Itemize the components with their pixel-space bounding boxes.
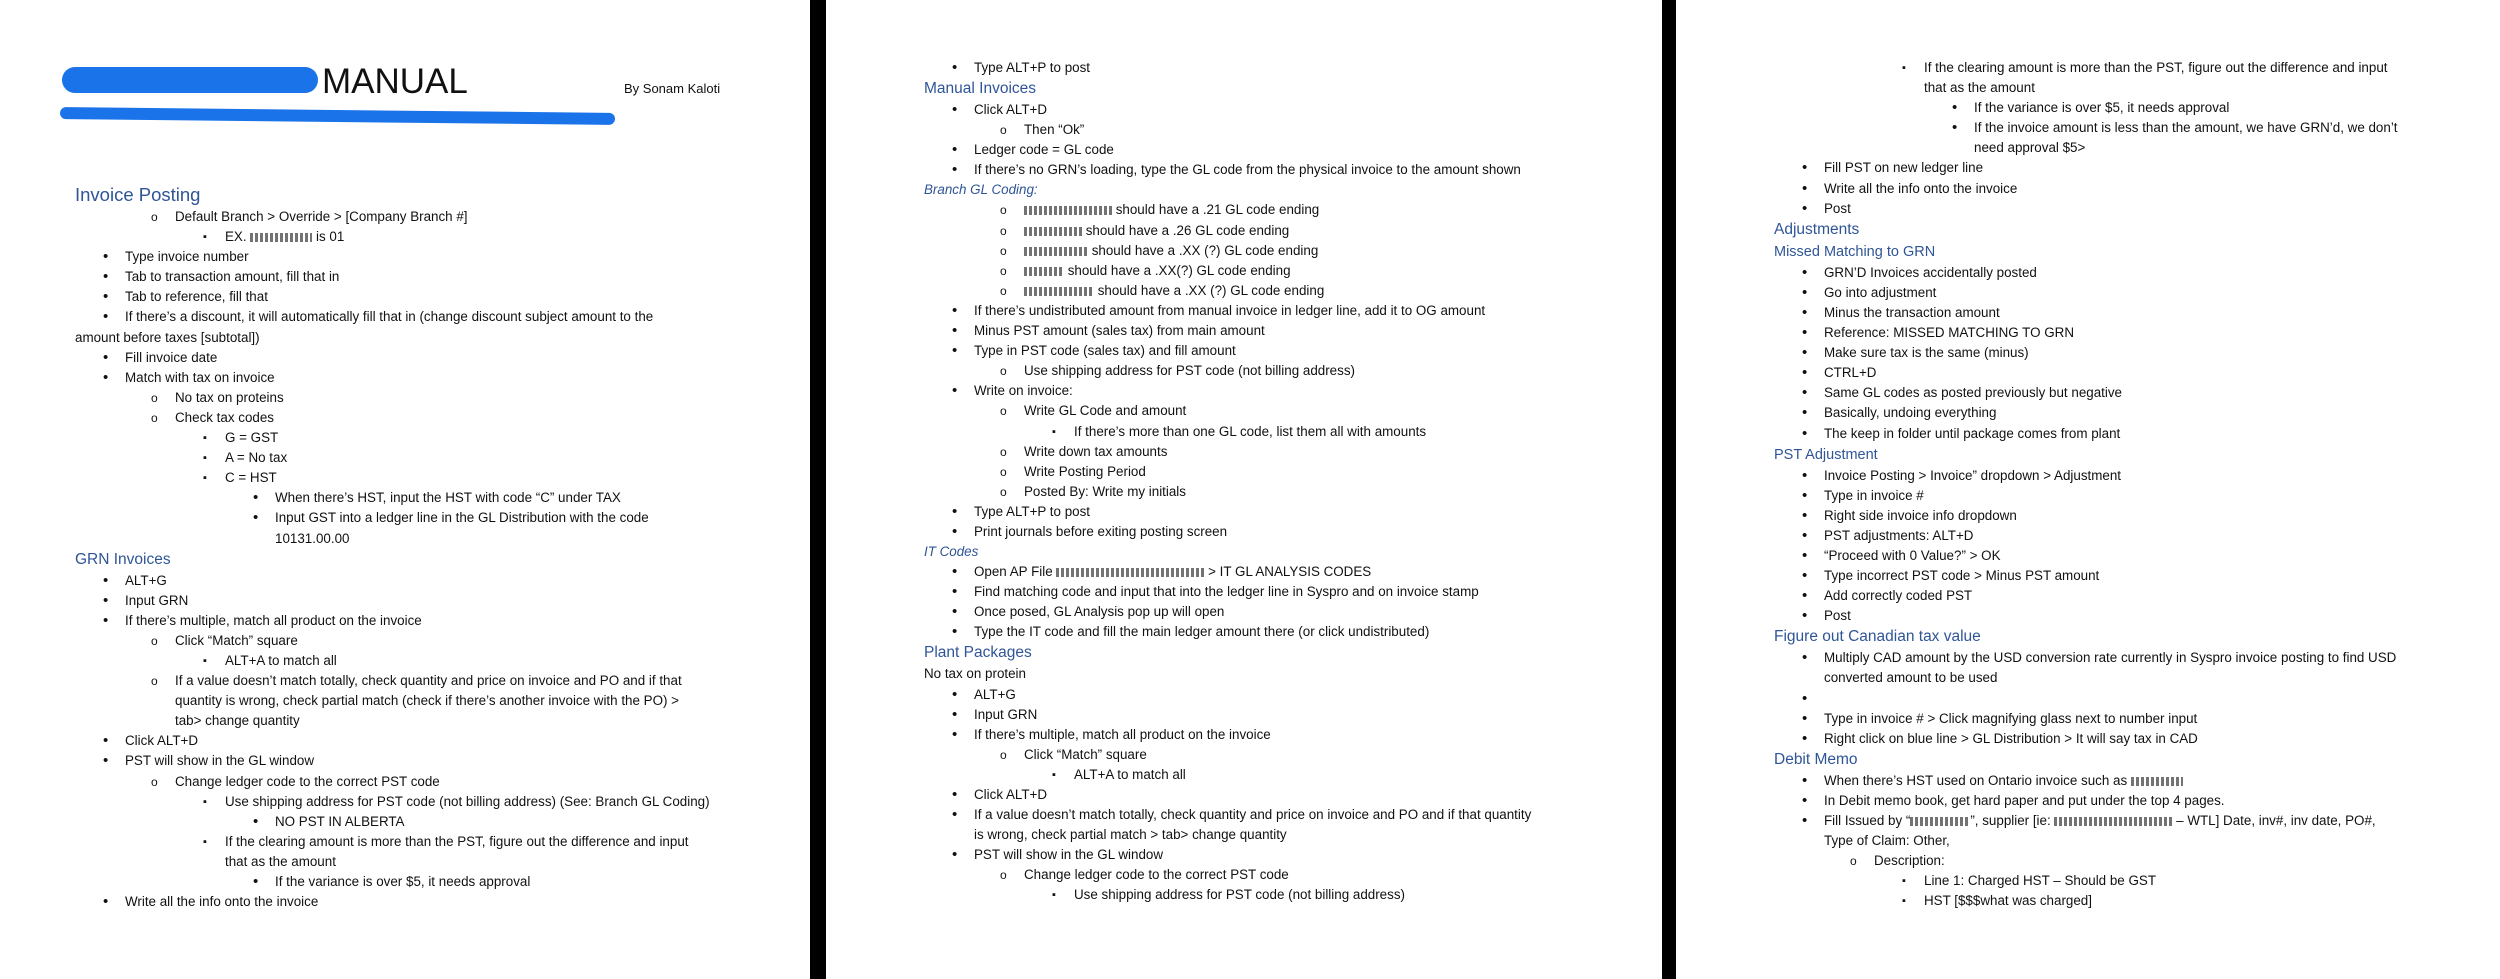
redaction-scribble: [62, 67, 318, 93]
document-title: MANUAL: [322, 62, 468, 101]
page-content: [75, 178, 805, 912]
redacted-text: [2131, 777, 2183, 786]
list-item-continuation: need approval $5>: [1974, 140, 2086, 156]
list-item: • Type ALT+P to post: [924, 58, 1654, 78]
list-item: • If a value doesn’t match totally, check quantity and price on invoice and PO and if that quantity: [924, 805, 1654, 825]
list-item: ▪ ALT+A to match all: [924, 765, 1654, 785]
list-item: • If there’s undistributed amount from manual invoice in ledger line, add it to OG amount: [924, 301, 1654, 321]
section-heading: GRN Invoices: [75, 550, 171, 568]
list-item: • Go into adjustment: [1774, 283, 2494, 303]
list-item: • Basically, undoing everything: [1774, 403, 2494, 423]
list-item: • When there’s HST, input the HST with code “C” under TAX: [75, 488, 805, 508]
list-item: • If there’s multiple, match all product on the invoice: [924, 725, 1654, 745]
list-item-continuation: amount before taxes [subtotal]): [75, 329, 260, 345]
subsection-heading: PST Adjustment: [1774, 446, 1878, 463]
list-item: [1774, 811, 2494, 831]
list-item: • Type invoice number: [75, 247, 805, 267]
list-item: • CTRL+D: [1774, 363, 2494, 383]
list-item: • If there’s multiple, match all product on the invoice: [75, 611, 805, 631]
list-item: ▪ If the clearing amount is more than the PST, figure out the difference and input: [75, 832, 805, 852]
list-item: • Click ALT+D: [75, 731, 805, 751]
list-item: • Type the IT code and fill the main ledger amount there (or click undistributed): [924, 622, 1654, 642]
document-page-1: [0, 0, 810, 979]
list-item: ▪ G = GST: [75, 428, 805, 448]
list-item: • Type ALT+P to post: [924, 502, 1654, 522]
list-item: • Match with tax on invoice: [75, 368, 805, 388]
list-item: • Reference: MISSED MATCHING TO GRN: [1774, 323, 2494, 343]
list-item: • Type incorrect PST code > Minus PST amount: [1774, 566, 2494, 586]
list-item: • Invoice Posting > Invoice” dropdown > Adjustment: [1774, 466, 2494, 486]
redacted-text: [1910, 817, 1970, 826]
list-item: • GRN’D Invoices accidentally posted: [1774, 263, 2494, 283]
list-item: [924, 261, 1654, 281]
list-item: o Click “Match” square: [924, 745, 1654, 765]
list-item: o Write Posting Period: [924, 462, 1654, 482]
section-heading: Manual Invoices: [924, 80, 1037, 98]
list-item: • Add correctly coded PST: [1774, 586, 2494, 606]
list-item: o If a value doesn’t match totally, check quantity and price on invoice and PO and if that: [75, 671, 805, 691]
list-item: ▪ HST [$$$what was charged]: [1774, 891, 2494, 911]
list-item-text: should have a .26 GL code ending: [1082, 222, 1290, 238]
list-item: o No tax on proteins: [75, 388, 805, 408]
section-heading: Adjustments: [1774, 220, 1860, 238]
list-item-continuation: tab> change quantity: [175, 713, 300, 729]
list-item: • Type in invoice # > Click magnifying glass next to number input: [1774, 709, 2494, 729]
subsection-heading: Branch GL Coding:: [924, 182, 1038, 198]
section-heading: Debit Memo: [1774, 750, 1858, 768]
list-item: • Ledger code = GL code: [924, 140, 1654, 160]
list-item-text: Fill Issued by “: [1824, 813, 1911, 828]
page-content: [1774, 58, 2494, 911]
section-heading: Invoice Posting: [75, 184, 201, 205]
redacted-text: [1024, 247, 1088, 256]
list-item: o Change ledger code to the correct PST code: [924, 865, 1654, 885]
list-item: ▪ Use shipping address for PST code (not billing address): [924, 885, 1654, 905]
list-item: ▪ A = No tax: [75, 448, 805, 468]
list-item: o Description:: [1774, 851, 2494, 871]
list-item: o Use shipping address for PST code (not billing address): [924, 361, 1654, 381]
redacted-text: [1024, 206, 1112, 215]
document-page-2: [826, 0, 1662, 979]
list-item: • If the variance is over $5, it needs approval: [1774, 98, 2494, 118]
list-item: • Click ALT+D: [924, 100, 1654, 120]
list-item: • Write on invoice:: [924, 381, 1654, 401]
list-item: • In Debit memo book, get hard paper and put under the top 4 pages.: [1774, 791, 2494, 811]
redacted-text: [250, 233, 312, 242]
list-item: o Change ledger code to the correct PST code: [75, 772, 805, 792]
list-item: • “Proceed with 0 Value?” > OK: [1774, 546, 2494, 566]
list-item-text: should have a .XX (?) GL code ending: [1094, 282, 1325, 298]
list-item: • Input GRN: [75, 591, 805, 611]
list-item: • Type in PST code (sales tax) and fill amount: [924, 341, 1654, 361]
redaction-scribble: [60, 107, 615, 125]
list-item: o Write GL Code and amount: [924, 401, 1654, 421]
paragraph: No tax on protein: [924, 666, 1026, 682]
list-item: ▪ ALT+A to match all: [75, 651, 805, 671]
list-item-text: Open AP File: [974, 564, 1057, 580]
list-item: • NO PST IN ALBERTA: [75, 812, 805, 832]
list-item: • Write all the info onto the invoice: [1774, 179, 2494, 199]
list-item: • PST will show in the GL window: [924, 845, 1654, 865]
list-item: ▪ If the clearing amount is more than the PST, figure out the difference and input: [1774, 58, 2494, 78]
list-item: [1774, 771, 2494, 791]
list-item: [75, 227, 805, 247]
list-item-continuation: is wrong, check partial match > tab> change quantity: [974, 827, 1287, 843]
redacted-text: [1024, 267, 1064, 276]
list-item: • Tab to transaction amount, fill that in: [75, 267, 805, 287]
list-item: • Find matching code and input that into the ledger line in Syspro and on invoice stamp: [924, 582, 1654, 602]
list-item: [924, 281, 1654, 301]
list-item: • If there’s no GRN’s loading, type the GL code from the physical invoice to the amount shown: [924, 160, 1654, 180]
list-item: o Click “Match” square: [75, 631, 805, 651]
redacted-text: [1024, 227, 1082, 236]
list-item: • Make sure tax is the same (minus): [1774, 343, 2494, 363]
list-item: • Post: [1774, 199, 2494, 219]
list-item: • Right side invoice info dropdown: [1774, 506, 2494, 526]
list-item-continuation: that as the amount: [1924, 80, 2035, 96]
redacted-text: [2054, 817, 2172, 826]
list-item: [924, 221, 1654, 241]
list-item-text: ”, supplier [ie:: [1970, 813, 2055, 828]
list-item-continuation: converted amount to be used: [1824, 670, 1998, 686]
list-item: • Tab to reference, fill that: [75, 287, 805, 307]
list-item: [924, 200, 1654, 220]
list-item: • Once posed, GL Analysis pop up will open: [924, 602, 1654, 622]
list-item: • ALT+G: [75, 571, 805, 591]
list-item: • Click ALT+D: [924, 785, 1654, 805]
list-item-text: > IT GL ANALYSIS CODES: [1204, 564, 1372, 580]
list-item: • If the invoice amount is less than the amount, we have GRN’d, we don’t: [1774, 118, 2494, 138]
list-item-text: should have a .21 GL code ending: [1112, 202, 1320, 218]
list-item: • PST will show in the GL window: [75, 751, 805, 771]
list-item-continuation: 10131.00.00: [275, 530, 350, 546]
list-item: o Then “Ok”: [924, 120, 1654, 140]
list-item: • Write all the info onto the invoice: [75, 892, 805, 912]
page-content: [924, 58, 1654, 906]
list-item: [924, 562, 1654, 582]
list-item: • If the variance is over $5, it needs approval: [75, 872, 805, 892]
list-item-text: When there’s HST used on Ontario invoice such as: [1824, 772, 2131, 788]
list-item: o Write down tax amounts: [924, 442, 1654, 462]
list-item-text: is 01: [312, 229, 345, 245]
list-item-text: – WTL] Date, inv#, inv date, PO#,: [2172, 813, 2376, 828]
list-item: • Input GST into a ledger line in the GL Distribution with the code: [75, 508, 805, 528]
document-author: By Sonam Kaloti: [624, 81, 721, 96]
list-item-text: should have a .XX (?) GL code ending: [1088, 242, 1319, 258]
list-item: ▪ C = HST: [75, 468, 805, 488]
subsection-heading: IT Codes: [924, 544, 979, 560]
list-item-continuation: quantity is wrong, check partial match (check if there’s another invoice with the PO) >: [175, 693, 679, 709]
list-item-text: should have a .XX(?) GL code ending: [1064, 262, 1291, 278]
list-item: • Post: [1774, 606, 2494, 626]
list-item: • PST adjustments: ALT+D: [1774, 526, 2494, 546]
list-item: ▪ Line 1: Charged HST – Should be GST: [1774, 871, 2494, 891]
list-item: • Type in invoice #: [1774, 486, 2494, 506]
list-item: • Same GL codes as posted previously but negative: [1774, 383, 2494, 403]
list-item-text: EX.: [225, 229, 251, 245]
list-item: • Minus PST amount (sales tax) from main amount: [924, 321, 1654, 341]
list-item: • Print journals before exiting posting screen: [924, 522, 1654, 542]
document-page-3: [1676, 0, 2500, 979]
list-item: • Multiply CAD amount by the USD conversion rate currently in Syspro invoice posting to find USD: [1774, 648, 2494, 668]
list-item: • The keep in folder until package comes from plant: [1774, 424, 2494, 444]
list-item: • Fill invoice date: [75, 348, 805, 368]
list-item-continuation: Type of Claim: Other,: [1824, 833, 1950, 849]
list-item: ▪ If there’s more than one GL code, list them all with amounts: [924, 422, 1654, 442]
list-item: ▪ Use shipping address for PST code (not billing address) (See: Branch GL Coding): [75, 792, 805, 812]
redacted-text: [1024, 287, 1094, 296]
list-item: • Right click on blue line > GL Distribution > It will say tax in CAD: [1774, 729, 2494, 749]
subsection-heading: Missed Matching to GRN: [1774, 243, 1936, 260]
list-item: • ALT+G: [924, 685, 1654, 705]
list-item: • If there’s a discount, it will automatically fill that in (change discount subject amount to the: [75, 307, 805, 327]
redacted-text: [1056, 568, 1204, 577]
section-heading: Plant Packages: [924, 644, 1032, 662]
list-item: [924, 241, 1654, 261]
section-heading: Figure out Canadian tax value: [1774, 628, 1981, 646]
list-item: o Posted By: Write my initials: [924, 482, 1654, 502]
list-item-continuation: that as the amount: [225, 853, 336, 869]
list-item: o Check tax codes: [75, 408, 805, 428]
list-item: • Input GRN: [924, 705, 1654, 725]
list-item: o Default Branch > Override > [Company Branch #]: [75, 207, 805, 227]
list-item: • Minus the transaction amount: [1774, 303, 2494, 323]
list-item: • Fill PST on new ledger line: [1774, 158, 2494, 178]
list-item: [1774, 689, 2494, 709]
